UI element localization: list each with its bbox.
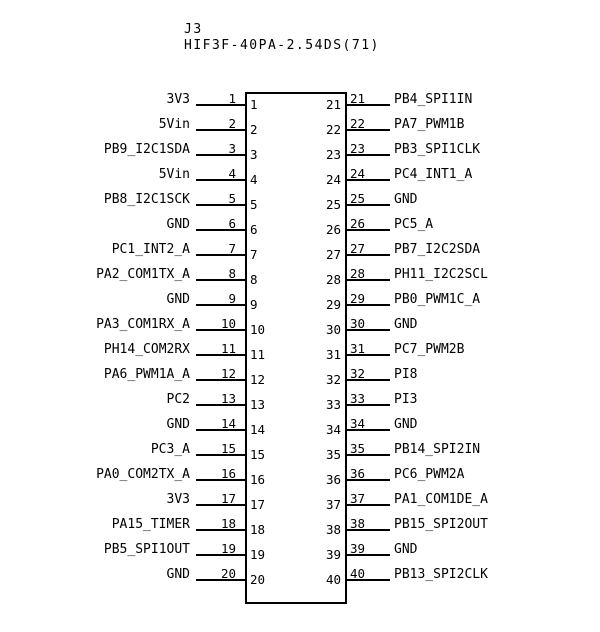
pin-number-outer-right: 21: [350, 91, 366, 106]
pin-label-right: PB4_SPI1IN: [394, 92, 473, 107]
pin-label-right: PB0_PWM1C_A: [394, 292, 481, 307]
pin-label-right: PI3: [394, 392, 418, 407]
pin-number-outer-right: 31: [350, 341, 366, 356]
pin-label-right: PC7_PWM2B: [394, 342, 465, 357]
pin-label-left: PA0_COM2TX_A: [96, 467, 190, 482]
pin-number-outer-right: 37: [350, 491, 366, 506]
pin-label-right: PH11_I2C2SCL: [394, 267, 488, 282]
pin-number-inner-right: 21: [325, 97, 341, 112]
pin-number-outer-left: 17: [220, 491, 236, 506]
pin-number-inner-right: 23: [325, 147, 341, 162]
pin-number-outer-left: 19: [220, 541, 236, 556]
pin-number-inner-right: 35: [325, 447, 341, 462]
pin-number-inner-left: 17: [250, 497, 266, 512]
pin-number-outer-right: 34: [350, 416, 366, 431]
pin-number-outer-left: 4: [228, 166, 236, 181]
pin-number-outer-right: 27: [350, 241, 366, 256]
pin-number-outer-right: 33: [350, 391, 366, 406]
pin-number-inner-left: 14: [250, 422, 266, 437]
pin-number-outer-left: 15: [220, 441, 236, 456]
pin-label-left: GND: [166, 567, 190, 582]
pin-label-left: PA15_TIMER: [111, 517, 190, 532]
pin-number-outer-left: 10: [220, 316, 236, 331]
component-part-number: HIF3F-40PA-2.54DS(71): [184, 38, 380, 53]
pin-number-outer-left: 5: [228, 191, 236, 206]
pin-label-right: GND: [394, 317, 418, 332]
pin-number-inner-left: 6: [250, 222, 258, 237]
pin-label-right: PA1_COM1DE_A: [394, 492, 488, 507]
pin-number-inner-right: 37: [325, 497, 341, 512]
pin-number-outer-right: 39: [350, 541, 366, 556]
pin-number-inner-right: 40: [325, 572, 341, 587]
pin-number-inner-left: 5: [250, 197, 258, 212]
pin-number-inner-left: 11: [250, 347, 266, 362]
pin-number-inner-right: 32: [325, 372, 341, 387]
pin-number-outer-right: 35: [350, 441, 366, 456]
pin-number-inner-right: 27: [325, 247, 341, 262]
pin-label-right: PC5_A: [394, 217, 434, 232]
pin-number-outer-left: 6: [228, 216, 236, 231]
pin-number-outer-left: 11: [220, 341, 236, 356]
pin-number-inner-right: 38: [325, 522, 341, 537]
pin-number-inner-left: 15: [250, 447, 266, 462]
pin-number-outer-left: 18: [220, 516, 236, 531]
pin-number-outer-right: 30: [350, 316, 366, 331]
pin-label-left: GND: [166, 292, 190, 307]
pin-number-outer-left: 8: [228, 266, 236, 281]
pin-number-inner-left: 12: [250, 372, 266, 387]
pin-number-outer-left: 12: [220, 366, 236, 381]
pin-number-inner-left: 4: [250, 172, 258, 187]
pin-number-outer-right: 22: [350, 116, 366, 131]
pin-label-right: GND: [394, 192, 418, 207]
pin-number-inner-left: 7: [250, 247, 258, 262]
pin-number-inner-left: 13: [250, 397, 266, 412]
pin-number-outer-right: 40: [350, 566, 366, 581]
pin-number-outer-left: 16: [220, 466, 236, 481]
pin-number-inner-right: 24: [325, 172, 341, 187]
pin-label-left: PB5_SPI1OUT: [103, 542, 190, 557]
pin-label-right: GND: [394, 542, 418, 557]
pin-number-outer-left: 13: [220, 391, 236, 406]
pin-number-inner-left: 8: [250, 272, 258, 287]
pin-number-outer-left: 9: [228, 291, 236, 306]
pin-label-left: PB9_I2C1SDA: [103, 142, 190, 157]
pin-number-inner-right: 29: [325, 297, 341, 312]
pin-number-inner-left: 19: [250, 547, 266, 562]
pin-number-inner-right: 39: [325, 547, 341, 562]
pin-number-inner-left: 20: [250, 572, 266, 587]
pin-number-outer-right: 36: [350, 466, 366, 481]
pin-number-inner-left: 2: [250, 122, 258, 137]
pin-number-inner-left: 18: [250, 522, 266, 537]
pin-number-inner-left: 10: [250, 322, 266, 337]
pin-label-left: 5Vin: [158, 167, 190, 182]
pin-label-right: PB13_SPI2CLK: [394, 567, 488, 582]
pin-number-outer-left: 3: [228, 141, 236, 156]
pin-label-right: PC6_PWM2A: [394, 467, 465, 482]
pin-number-outer-right: 32: [350, 366, 366, 381]
pin-number-outer-right: 26: [350, 216, 366, 231]
pin-number-inner-right: 36: [325, 472, 341, 487]
pin-number-outer-left: 14: [220, 416, 236, 431]
pin-label-left: PH14_COM2RX: [103, 342, 190, 357]
pin-number-outer-left: 20: [220, 566, 236, 581]
pin-number-inner-right: 25: [325, 197, 341, 212]
pin-number-inner-left: 16: [250, 472, 266, 487]
pin-label-left: PC2: [166, 392, 190, 407]
pin-number-outer-left: 2: [228, 116, 236, 131]
pin-label-right: PA7_PWM1B: [394, 117, 465, 132]
pin-number-inner-right: 34: [325, 422, 341, 437]
pin-label-right: PB15_SPI2OUT: [394, 517, 488, 532]
pin-number-outer-right: 23: [350, 141, 366, 156]
pin-label-left: PA3_COM1RX_A: [96, 317, 190, 332]
pin-number-inner-right: 33: [325, 397, 341, 412]
pin-number-inner-right: 30: [325, 322, 341, 337]
pin-label-left: PB8_I2C1SCK: [103, 192, 190, 207]
pin-label-right: PB14_SPI2IN: [394, 442, 481, 457]
pin-number-outer-right: 25: [350, 191, 366, 206]
pin-number-outer-right: 29: [350, 291, 366, 306]
pin-number-outer-right: 24: [350, 166, 366, 181]
pin-number-inner-right: 31: [325, 347, 341, 362]
pin-label-left: 3V3: [166, 492, 190, 507]
pin-label-left: PA2_COM1TX_A: [96, 267, 190, 282]
pin-number-outer-right: 28: [350, 266, 366, 281]
pin-label-left: GND: [166, 417, 190, 432]
component-designator: J3: [184, 22, 203, 37]
pin-label-right: PB7_I2C2SDA: [394, 242, 481, 257]
pin-label-left: GND: [166, 217, 190, 232]
pin-number-inner-left: 9: [250, 297, 258, 312]
pin-number-inner-right: 26: [325, 222, 341, 237]
pin-number-outer-left: 7: [228, 241, 236, 256]
pin-label-right: PC4_INT1_A: [394, 167, 473, 182]
pin-number-inner-right: 22: [325, 122, 341, 137]
pin-number-inner-right: 28: [325, 272, 341, 287]
pin-label-right: PI8: [394, 367, 418, 382]
pin-label-left: 5Vin: [158, 117, 190, 132]
pin-label-right: PB3_SPI1CLK: [394, 142, 481, 157]
pin-label-left: PC1_INT2_A: [111, 242, 190, 257]
pin-label-left: PC3_A: [150, 442, 190, 457]
pin-label-right: GND: [394, 417, 418, 432]
pin-label-left: 3V3: [166, 92, 190, 107]
pin-label-left: PA6_PWM1A_A: [103, 367, 190, 382]
pin-group: [96, 91, 488, 587]
pin-number-inner-left: 1: [250, 97, 258, 112]
pin-number-outer-right: 38: [350, 516, 366, 531]
pin-number-outer-left: 1: [228, 91, 236, 106]
pin-number-inner-left: 3: [250, 147, 258, 162]
